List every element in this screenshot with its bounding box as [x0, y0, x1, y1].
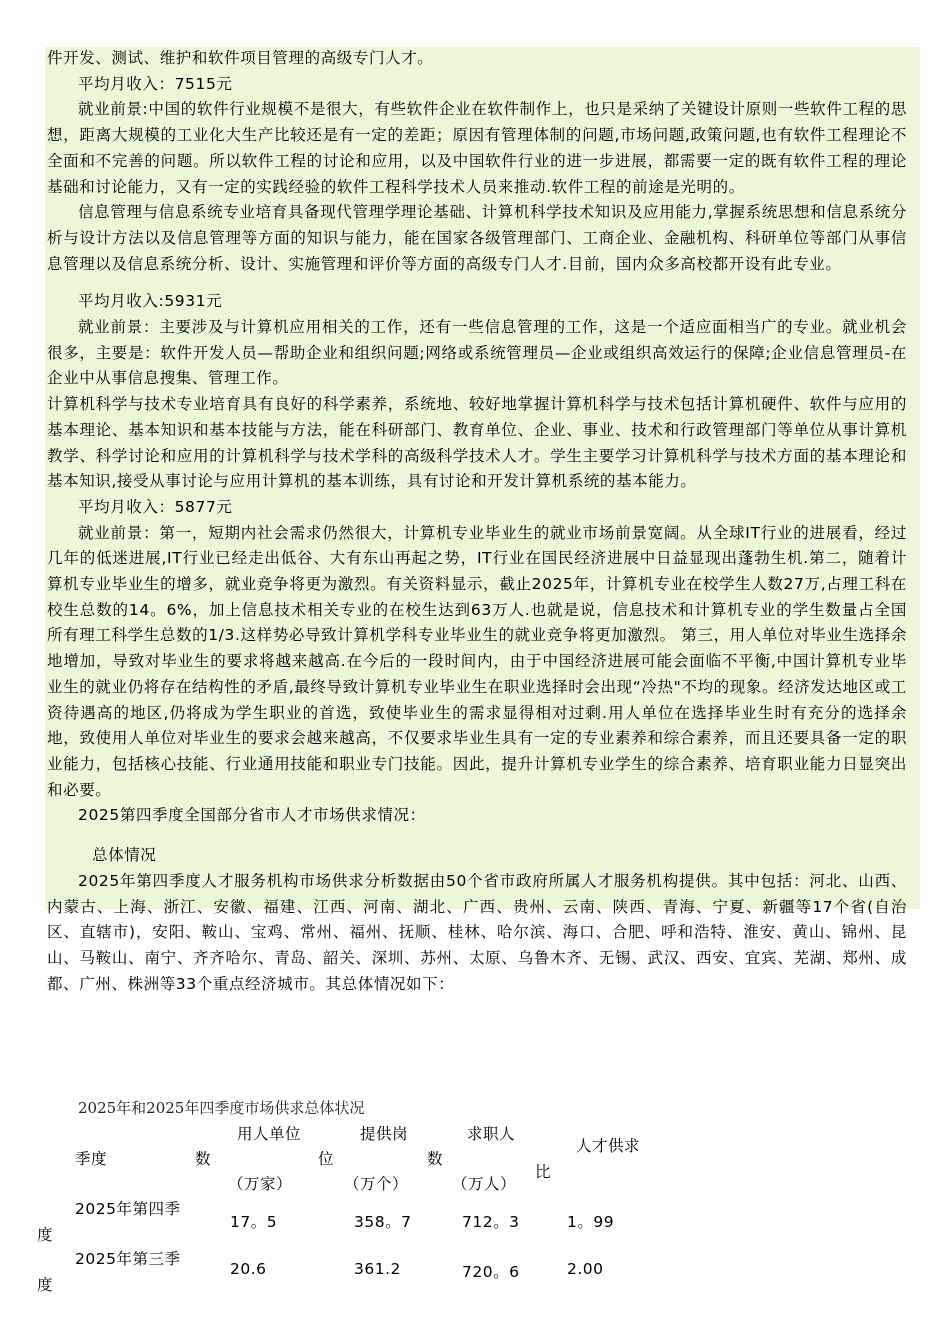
row-2-posts: 361.2	[354, 1260, 401, 1278]
income-computer-science: 平均月收入：5877元	[78, 497, 233, 516]
income-software: 平均月收入：7515元	[78, 74, 233, 93]
row-1-label-tail: 度	[37, 1226, 54, 1244]
header-ratio: 人才供求	[576, 1137, 641, 1155]
row-2-label: 2025年第三季	[75, 1250, 181, 1268]
header-posts-wei: 位	[318, 1150, 335, 1168]
header-units-unit: （万家）	[228, 1175, 293, 1193]
document-body	[47, 46, 907, 997]
subheading-overall: 总体情况	[92, 846, 157, 865]
paragraph-info-management: 信息管理与信息系统专业培育具备现代管理学理论基础、计算机科学技术知识及应用能力,掌握系统思想和信息系统分析与设计方法以及信息管理等方面的知识与能力，能在国家各级管理部门、工商企业、金融机构、科研单位等部门从事信息管理以及信息系统分析、设计、实施管理和评价等方面的高级专门人才.目前，国内众多高校都开设有此专业。	[47, 203, 907, 273]
row-2-units: 20.6	[230, 1260, 267, 1278]
header-posts-unit: （万个）	[344, 1175, 409, 1193]
paragraph-computer-science: 计算机科学与技术专业培育具有良好的科学素养，系统地、较好地掌握计算机科学与技术包括计算机硬件、软件与应用的基本理论、基本知识和基本技能与方法，能在科研部门、教育单位、企业、事业、技术和行政管理部门等单位从事计算机教学、科学讨论和应用的计算机科学与技术学科的高级科学技术人才。学生主要学习计算机科学与技术方面的基本理论和基本知识,接受从事讨论与应用计算机的基本训练，具有讨论和开发计算机系统的基本能力。	[47, 395, 907, 491]
row-1-units: 17。5	[230, 1213, 278, 1231]
income-info-management: 平均月收入:5931元	[78, 292, 223, 311]
header-posts: 提供岗	[360, 1125, 409, 1143]
header-units: 用人单位	[237, 1125, 302, 1143]
row-1-posts: 358。7	[354, 1213, 412, 1231]
header-ratio-bi: 比	[535, 1163, 552, 1181]
row-1-ratio: 1。99	[567, 1213, 615, 1231]
row-2-ratio: 2.00	[567, 1260, 604, 1278]
header-shu2: 数	[427, 1150, 444, 1168]
header-seekers: 求职人	[467, 1125, 516, 1143]
spacer	[47, 277, 907, 289]
row-2-seekers: 720。6	[462, 1263, 520, 1281]
paragraph-overall: 2025年第四季度人才服务机构市场供求分析数据由50个省市政府所属人才服务机构提供。其中包括：河北、山西、内蒙古、上海、浙江、安徽、福建、江西、河南、湖北、广西、贵州、云南、陕西、青海、宁夏、新疆等17个省(自治区、直辖市)，安阳、鞍山、宝鸡、常州、福州、抚顺、桂林、哈尔滨、海口、合肥、呼和浩特、淮安、黄山、锦州、昆山、马鞍山、南宁、齐齐哈尔、青岛、韶关、深圳、苏州、太原、乌鲁木齐、无锡、武汉、西安、宜宾、芜湖、郑州、成都、广州、株洲等33个重点经济城市。其总体情况如下：	[47, 871, 907, 993]
paragraph-continuation: 件开发、测试、维护和软件项目管理的高级专门人才。	[47, 49, 434, 67]
row-1-seekers: 712。3	[462, 1213, 520, 1231]
header-seekers-unit: （万人）	[452, 1175, 517, 1193]
section-heading-market: 2025第四季度全国部分省市人才市场供求情况：	[78, 806, 426, 825]
row-1-label: 2025年第四季	[75, 1200, 181, 1218]
header-season: 季度	[75, 1150, 108, 1168]
prospect-software: 就业前景:中国的软件行业规模不是很大，有些软件企业在软件制作上，也只是采纳了关键设计原则一些软件工程的思想，距离大规模的工业化大生产比较还是有一定的差距；原因有管理体制的问题,市场问题,政策问题,也有软件工程理论不全面和不完善的问题。所以软件工程的讨论和应用，以及中国软件行业的进一步进展，都需要一定的既有软件工程的理论基础和讨论能力，又有一定的实践经验的软件工程科学技术人员来推动.软件工程的前途是光明的。	[47, 100, 907, 196]
header-shu1: 数	[195, 1150, 212, 1168]
prospect-computer-science: 就业前景：第一，短期内社会需求仍然很大，计算机专业毕业生的就业市场前景宽阔。从全球IT行业的进展看，经过几年的低迷进展,IT行业已经走出低谷、大有东山再起之势，IT行业在国民经济进展中日益显现出蓬勃生机.第二，随着计算机专业毕业生的增多，就业竞争将更为激烈。有关资料显示，截止2025年，计算机专业在校学生人数27万,占理工科在校生总数的14。6%，加上信息技术相关专业的在校生达到63万人.也就是说，信息技术和计算机专业的学生数量占全国所有理工科学生总数的1/3.这样势必导致计算机学科专业毕业生的就业竞争将更加激烈。 第三，用人单位对毕业生选择余地增加，导致对毕业生的要求将越来越高.在今后的一段时间内，由于中国经济进展可能会面临不平衡,中国计算机专业毕业生的就业仍将存在结构性的矛盾,最终导致计算机专业毕业生在职业选择时会出现“冷热"不均的现象。经济发达地区或工资待遇高的地区,仍将成为学生职业的首选，致使毕业生的需求显得相对过剩.用人单位在选择毕业生时有充分的选择余地，致使用人单位对毕业生的要求会越来越高，不仅要求毕业生具有一定的专业素养和综合素养，而且还要具备一定的职业能力，包括核心技能、行业通用技能和职业专门技能。因此，提升计算机专业学生的综合素养、培育职业能力日显突出和必要。	[47, 523, 907, 799]
prospect-info-management: 就业前景：主要涉及与计算机应用相关的工作，还有一些信息管理的工作，这是一个适应面相当广的专业。就业机会很多，主要是：软件开发人员—帮助企业和组织问题;网络或系统管理员—企业或组织高效运行的保障;企业信息管理员-在企业中从事信息搜集、管理工作。	[47, 318, 907, 388]
table-caption: 2025年和2025年四季度市场供求总体状况	[78, 1099, 365, 1117]
row-2-label-tail: 度	[37, 1276, 54, 1294]
